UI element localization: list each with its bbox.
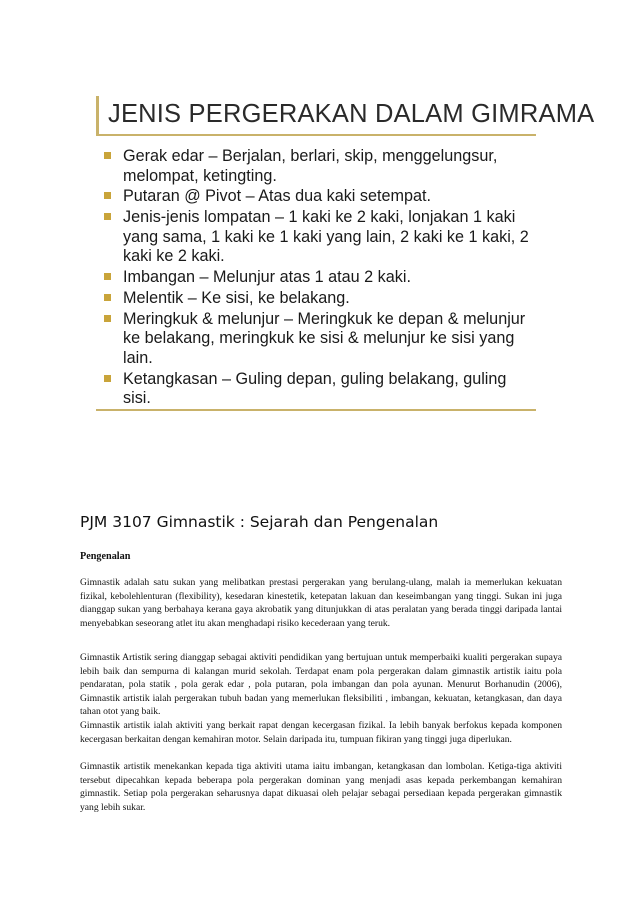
slide-bullet-item: Melentik – Ke sisi, ke belakang.: [104, 289, 534, 309]
slide-bullet-item: Meringkuk & melunjur – Meringkuk ke depan & melunjur ke belakang, meringkuk ke sisi & melunjur ke sisi yang lain.: [104, 310, 534, 369]
slide-bullet-item: Jenis-jenis lompatan – 1 kaki ke 2 kaki, lonjakan 1 kaki yang sama, 1 kaki ke 1 kaki yang lain, 2 kaki ke 1 kaki, 2 kaki ke 2 kaki.: [104, 208, 534, 267]
square-bullet-icon: [104, 273, 111, 280]
paragraph: Gimnastik artistik menekankan kepada tiga aktiviti utama iaitu imbangan, ketangkasan dan lombolan. Ketiga-tiga aktiviti tersebut dipecahkan kepada beberapa pola pergerakan dominan yang menjadi asas kepada perkembangan kemahiran gimnastik. Setiap pola pergerakan seharusnya dapat dikuasai oleh pelajar sebagai persediaan kepada pergerakan gimnastik yang lebih sukar.: [80, 761, 562, 813]
slide-title: JENIS PERGERAKAN DALAM GIMRAMA: [108, 100, 595, 128]
square-bullet-icon: [104, 375, 111, 382]
square-bullet-icon: [104, 152, 111, 159]
square-bullet-icon: [104, 294, 111, 301]
slide-title-underline: [96, 134, 536, 136]
square-bullet-icon: [104, 315, 111, 322]
slide-bullet-list: [104, 147, 534, 410]
slide-bullet-item: Imbangan – Melunjur atas 1 atau 2 kaki.: [104, 268, 534, 288]
slide-bullet-item: Ketangkasan – Guling depan, guling belakang, guling sisi.: [104, 370, 534, 409]
square-bullet-icon: [104, 213, 111, 220]
slide-image: [96, 96, 595, 414]
document-heading: PJM 3107 Gimnastik : Sejarah dan Pengenalan: [80, 513, 439, 531]
square-bullet-icon: [104, 192, 111, 199]
paragraph: Gimnastik Artistik sering dianggap sebagai aktiviti pendidikan yang bertujuan untuk memperbaiki kualiti pergerakan supaya lebih baik dan sempurna di kalangan murid sekolah. Terdapat enam pola pergerakan dalam gimnastik artistik iaitu pola pendaratan, pola statik , pola gerak edar , pola putaran, pola imbangan dan pola ayunan. Menurut Borhanudin (2006), Gimnastik artistik ialah pergerakan tubuh badan yang memerlukan fleksibiliti , imbangan, kekuatan, ketangkasan, dan daya tahan otot yang baik.: [80, 652, 562, 718]
slide-bullet-item: Gerak edar – Berjalan, berlari, skip, menggelungsur, melompat, ketingting.: [104, 147, 534, 186]
paragraph: Gimnastik adalah satu sukan yang melibatkan prestasi pergerakan yang berulang-ulang, malah ia memerlukan kekuatan fizikal, kebolehlenturan (flexibility), kesedaran kinestetik, ketepatan lakuan dan keseimbangan yang tinggi. Sukan ini juga dianggap sukan yang berbahaya kerana gaya akrobatik yang ditunjukkan di atas peralatan yang berada tinggi daripada lantai menyebabkan seseorang atlet itu akan menghadapi risiko kecederaan yang teruk.: [80, 577, 562, 629]
slide-accent-line: [96, 96, 99, 136]
section-subheading: Pengenalan: [80, 551, 131, 562]
paragraph: Gimnastik artistik ialah aktiviti yang berkait rapat dengan kecergasan fizikal. Ia lebih banyak berfokus kepada komponen kecergasan berkaitan dengan kemahiran motor. Selain daripada itu, tumpuan fikiran yang tinggi juga diperlukan.: [80, 720, 562, 745]
slide-bottom-rule: [96, 409, 536, 411]
slide-bullet-item: Putaran @ Pivot – Atas dua kaki setempat.: [104, 187, 534, 207]
